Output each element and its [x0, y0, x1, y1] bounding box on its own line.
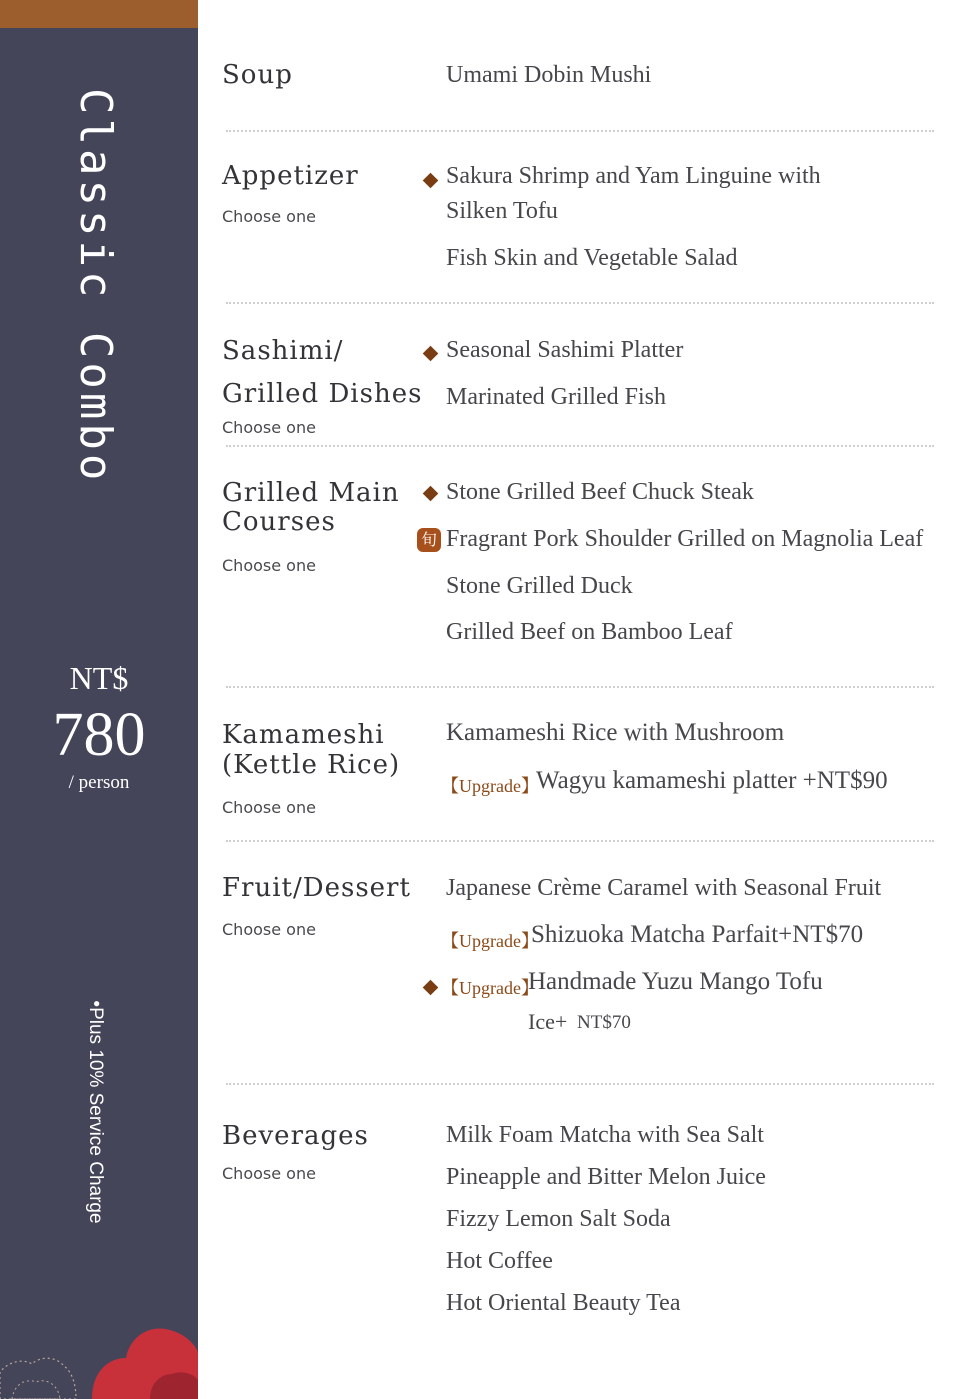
category-sashimi-line2: Grilled Dishes — [222, 379, 423, 409]
category-grilled-main-line2: Courses — [222, 507, 336, 537]
choose-one-note: Choose one — [222, 556, 316, 575]
divider — [226, 686, 934, 688]
dessert-upgrade-item-cont: Ice+ — [528, 1009, 568, 1034]
kamameshi-upgrade-item: Wagyu kamameshi platter +NT$90 — [536, 767, 888, 794]
dessert-item: Japanese Crème Caramel with Seasonal Fruit — [446, 875, 882, 901]
cloud-decoration-icon — [0, 1300, 198, 1399]
upgrade-tag: 【Upgrade】 — [441, 931, 539, 951]
beverage-item: Milk Foam Matcha with Sea Salt — [446, 1122, 764, 1148]
choose-one-note: Choose one — [222, 920, 316, 939]
category-kamameshi: Kamameshi — [222, 720, 385, 750]
grilled-item: Stone Grilled Beef Chuck Steak — [446, 479, 754, 505]
beverage-item: Hot Oriental Beauty Tea — [446, 1290, 681, 1316]
grilled-item: Stone Grilled Duck — [446, 573, 633, 599]
price-unit: / person — [68, 772, 130, 793]
price-amount: 780 — [52, 701, 146, 769]
price-currency: NT$ — [69, 660, 129, 696]
divider — [226, 1083, 934, 1085]
category-dessert: Fruit/Dessert — [222, 873, 411, 903]
dessert-upgrade-item: Handmade Yuzu Mango Tofu — [528, 968, 823, 995]
recommend-diamond-icon — [423, 486, 439, 502]
choose-one-note: Choose one — [222, 798, 316, 817]
category-kamameshi-line2: (Kettle Rice) — [222, 750, 401, 780]
recommend-diamond-icon — [423, 980, 439, 996]
grilled-item: Fragrant Pork Shoulder Grilled on Magnolia Leaf — [446, 526, 924, 552]
category-soup: Soup — [222, 60, 293, 90]
grilled-item: Grilled Beef on Bamboo Leaf — [446, 619, 733, 645]
beverage-item: Fizzy Lemon Salt Soda — [446, 1206, 671, 1232]
category-appetizer: Appetizer — [222, 161, 359, 191]
divider — [226, 445, 934, 447]
recommend-diamond-icon — [423, 173, 439, 189]
seasonal-seal-icon: 旬 — [417, 528, 441, 552]
sashimi-item: Seasonal Sashimi Platter — [446, 337, 684, 363]
divider — [226, 130, 934, 132]
dessert-upgrade-item: Shizuoka Matcha Parfait+NT$70 — [531, 921, 864, 948]
category-sashimi: Sashimi/ — [222, 336, 344, 366]
appetizer-item: Fish Skin and Vegetable Salad — [446, 245, 738, 271]
kamameshi-item: Kamameshi Rice with Mushroom — [446, 719, 785, 746]
dessert-upgrade-price: NT$70 — [577, 1012, 631, 1033]
soup-item: Umami Dobin Mushi — [446, 62, 652, 88]
choose-one-note: Choose one — [222, 207, 316, 226]
upgrade-tag: 【Upgrade】 — [441, 776, 539, 796]
service-charge-note: •Plus 10% Service Charge — [85, 1000, 106, 1224]
divider — [226, 840, 934, 842]
beverage-item: Pineapple and Bitter Melon Juice — [446, 1164, 766, 1190]
category-grilled-main: Grilled Main — [222, 478, 400, 508]
combo-title: Classic Combo — [70, 88, 121, 485]
sashimi-item: Marinated Grilled Fish — [446, 384, 666, 410]
recommend-diamond-icon — [423, 346, 439, 362]
upgrade-tag: 【Upgrade】 — [441, 978, 539, 998]
beverage-item: Hot Coffee — [446, 1248, 553, 1274]
appetizer-item-cont: Silken Tofu — [446, 198, 558, 224]
category-beverages: Beverages — [222, 1121, 369, 1151]
choose-one-note: Choose one — [222, 1164, 316, 1183]
choose-one-note: Choose one — [222, 418, 316, 437]
appetizer-item: Sakura Shrimp and Yam Linguine with — [446, 163, 821, 189]
divider — [226, 302, 934, 304]
top-accent-band — [0, 0, 198, 28]
sidebar — [0, 0, 198, 1399]
